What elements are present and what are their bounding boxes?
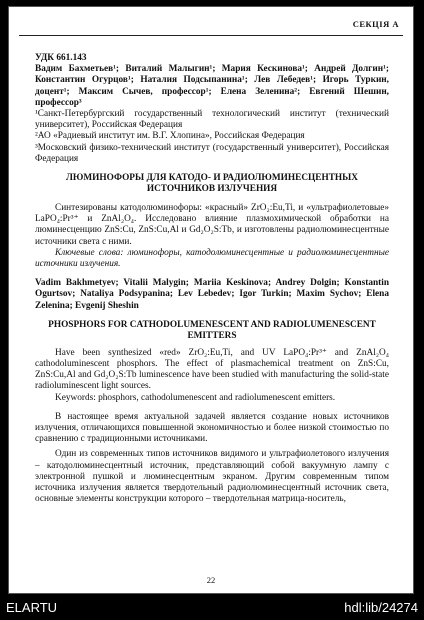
footer-bar [0, 594, 424, 620]
keywords-ru: Ключевые слова: люминофоры, катодолюминесцентные и радиолюминесцентные источники излучения. [35, 247, 389, 270]
authors-en: Vadim Bakhmetyev; Vitalii Malygin; Mariia Keskinova; Andrey Dolgin; Konstantin Ogurtsov; Nataliya Podsypanina; Lev Lebedev; Igor Turkin; Maxim Sychov; Elena Zelenina; Evgenij Sheshin [35, 278, 389, 311]
title-en: PHOSPHORS FOR CATHODOLUMENESCENT AND RADIOLUMENESCENT EMITTERS [48, 319, 376, 341]
title-ru: ЛЮМИНОФОРЫ ДЛЯ КАТОДО- И РАДИОЛЮМИНЕСЦЕНТНЫХ ИСТОЧНИКОВ ИЗЛУЧЕНИЯ [66, 173, 358, 195]
body-paragraph-1: В настоящее время актуальной задачей является создание новых источников излучения, отличающихся повышенной экономичностью и более низкой стоимостью по сравнению с традиционными источниками. [35, 411, 389, 445]
document-page [8, 6, 414, 594]
affiliation-3: ³Московский физико-технический институт (государственный университет), Российская Федерация [35, 142, 389, 164]
keywords-en: Keywords: phosphors, cathodolumenescent and radiolumenescent emitters. [55, 392, 336, 403]
footer-handle: hdl:lib/24274 [344, 600, 418, 615]
authors-ru: Вадим Бахметьев¹; Виталий Малыгин¹; Мария Кескинова¹; Андрей Долгин¹; Константин Огурцов¹; Наталия Подсыпанина¹; Лев Лебедев¹; Игорь Туркин, доцент¹; Максим Сычев, профессор¹; Елена Зеленина²; Евгений Шешин, профессор³ [35, 64, 389, 108]
affiliation-1: ¹Санкт-Петербургский государственный технологический институт (технический университет), Российская Федерация [35, 109, 389, 131]
footer-repository: ELARTU [6, 600, 58, 615]
udk-code: УДК 661.143 [35, 53, 87, 63]
body-paragraph-2: Один из современных типов источников видимого и ультрафиолетового излучения – катодолюминесцентный источник, представляющий собой вакуумную лампу с электронной пушкой и люминесцентным экраном. Другим современным типом источника излучения является твердотельный радиолюминесцентный источник света, основные элементы конструкции которого – твердотельная матрица-носитель, [35, 449, 389, 505]
abstract-en: Have been synthesized «red» ZrO₂:Eu,Ti, and UV LaPO₄:Pr³⁺ and ZnAl₂O₄ cathodoluminescent phosphors. The effect of plasmachemical treatment on ZnS:Cu, ZnS:Cu,Al and Gd₂O₂S:Tb luminescence have been studied with manufacturing the solid-state radioluminescent light sources. [35, 347, 389, 392]
page-header [19, 17, 403, 36]
section-label: СЕКЦІЯ А [352, 19, 399, 29]
abstract-ru: Синтезированы катодолюминофоры: «красный» ZrO₂:Eu,Ti, и «ультрафиолетовые» LaPO₄:Pr³⁺ и ZnAl₂O₄. Исследовано влияние плазмохимической обработки на люминесценцию ZnS:Cu, ZnS:Cu,Al и Gd₂O₂S:Tb, и изготовлены радиолюминесцентные источники света с ними. [35, 203, 389, 247]
affiliation-2: ²АО «Радиевый институт им. В.Г. Хлопина», Российская Федерация [35, 131, 305, 142]
page-number: 22 [206, 575, 216, 585]
article-content [35, 53, 389, 506]
